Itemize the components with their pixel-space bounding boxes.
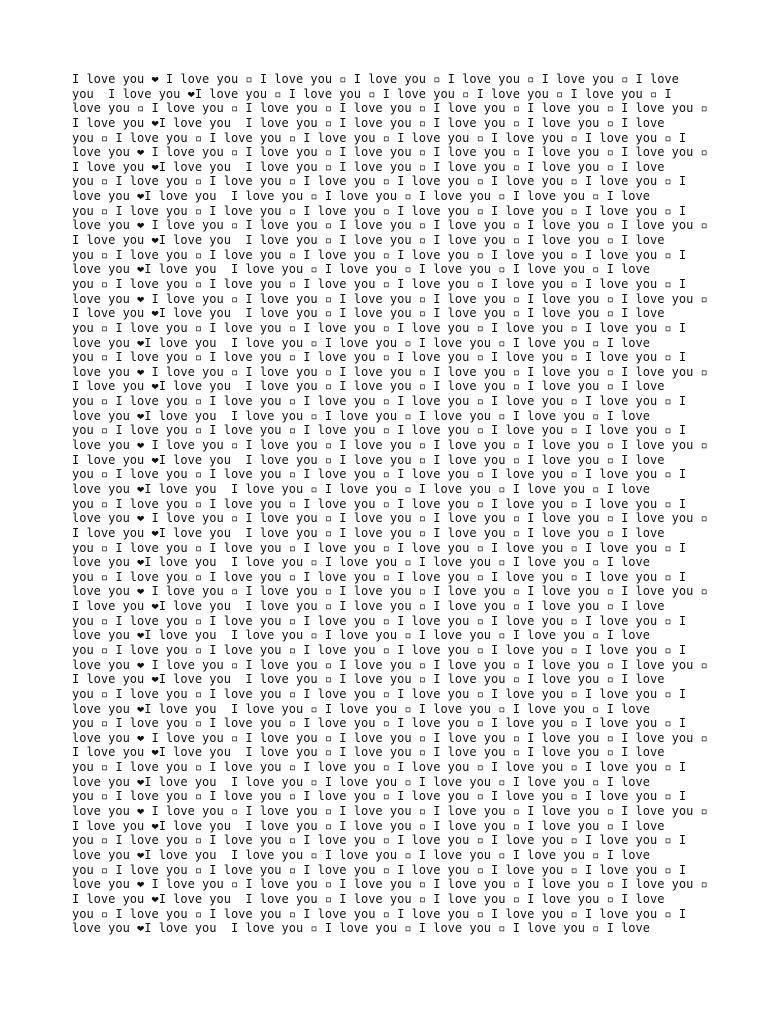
text-line: you ▫ I love you ▫ I love you ▫ I love you ▫ I love you ▫ I love you ▫ I love you ▫ I	[72, 247, 687, 262]
text-line: love you ❤ I love you ▫ I love you ▫ I love you ▫ I love you ▫ I love you ▫ I love you ▫	[72, 584, 708, 599]
text-line: love you ❤ I love you ▫ I love you ▫ I love you ▫ I love you ▫ I love you ▫ I love you ▫	[72, 145, 708, 160]
text-line: love you ❤I love you I love you ▫ I love you ▫ I love you ▫ I love you ▫ I love	[72, 921, 650, 936]
text-line: I love you ❤I love you I love you ▫ I love you ▫ I love you ▫ I love you ▫ I love	[72, 115, 665, 130]
text-line: you ▫ I love you ▫ I love you ▫ I love you ▫ I love you ▫ I love you ▫ I love you ▫ I	[72, 906, 687, 921]
text-line: love you ❤I love you I love you ▫ I love you ▫ I love you ▫ I love you ▫ I love	[72, 335, 650, 350]
text-line: love you ❤ I love you ▫ I love you ▫ I love you ▫ I love you ▫ I love you ▫ I love you ▫	[72, 364, 708, 379]
text-line: I love you ❤I love you I love you ▫ I love you ▫ I love you ▫ I love you ▫ I love	[72, 233, 665, 248]
text-line: love you ❤ I love you ▫ I love you ▫ I love you ▫ I love you ▫ I love you ▫ I love you ▫	[72, 511, 708, 526]
text-line: I love you ❤I love you I love you ▫ I love you ▫ I love you ▫ I love you ▫ I love	[72, 452, 665, 467]
text-line: love you ❤I love you I love you ▫ I love you ▫ I love you ▫ I love you ▫ I love	[72, 555, 650, 570]
text-line: you ▫ I love you ▫ I love you ▫ I love you ▫ I love you ▫ I love you ▫ I love you ▫ I	[72, 716, 687, 731]
text-line: you ▫ I love you ▫ I love you ▫ I love you ▫ I love you ▫ I love you ▫ I love you ▫ I	[72, 423, 687, 438]
text-line: you ▫ I love you ▫ I love you ▫ I love you ▫ I love you ▫ I love you ▫ I love you ▫ I	[72, 394, 687, 409]
text-line: love you ❤I love you I love you ▫ I love you ▫ I love you ▫ I love you ▫ I love	[72, 262, 650, 277]
text-line: I love you ❤I love you I love you ▫ I love you ▫ I love you ▫ I love you ▫ I love	[72, 159, 665, 174]
text-line: love you ❤ I love you ▫ I love you ▫ I love you ▫ I love you ▫ I love you ▫ I love you ▫	[72, 438, 708, 453]
text-line: I love you ❤I love you I love you ▫ I love you ▫ I love you ▫ I love you ▫ I love	[72, 891, 665, 906]
text-line: you ▫ I love you ▫ I love you ▫ I love you ▫ I love you ▫ I love you ▫ I love you ▫ I	[72, 686, 687, 701]
text-line: love you ❤ I love you ▫ I love you ▫ I love you ▫ I love you ▫ I love you ▫ I love you ▫	[72, 877, 708, 892]
text-line: you ▫ I love you ▫ I love you ▫ I love you ▫ I love you ▫ I love you ▫ I love you ▫ I	[72, 642, 687, 657]
text-line: you ▫ I love you ▫ I love you ▫ I love you ▫ I love you ▫ I love you ▫ I love you ▫ I	[72, 789, 687, 804]
text-line: love you ❤ I love you ▫ I love you ▫ I love you ▫ I love you ▫ I love you ▫ I love you ▫	[72, 730, 708, 745]
text-line: you ▫ I love you ▫ I love you ▫ I love you ▫ I love you ▫ I love you ▫ I love you ▫ I	[72, 569, 687, 584]
text-line: you ▫ I love you ▫ I love you ▫ I love you ▫ I love you ▫ I love you ▫ I love you ▫ I	[72, 613, 687, 628]
document-body	[72, 72, 752, 936]
text-line: love you ❤ I love you ▫ I love you ▫ I love you ▫ I love you ▫ I love you ▫ I love you ▫	[72, 804, 708, 819]
text-line: you ▫ I love you ▫ I love you ▫ I love you ▫ I love you ▫ I love you ▫ I love you ▫ I	[72, 862, 687, 877]
text-line: love you ❤I love you I love you ▫ I love you ▫ I love you ▫ I love you ▫ I love	[72, 481, 650, 496]
text-line: love you ❤I love you I love you ▫ I love you ▫ I love you ▫ I love you ▫ I love	[72, 189, 650, 204]
text-line: love you ❤I love you I love you ▫ I love you ▫ I love you ▫ I love you ▫ I love	[72, 774, 650, 789]
text-line: I love you ❤I love you I love you ▫ I love you ▫ I love you ▫ I love you ▫ I love	[72, 599, 665, 614]
text-line: I love you ❤I love you I love you ▫ I love you ▫ I love you ▫ I love you ▫ I love	[72, 745, 665, 760]
text-line: I love you ❤I love you I love you ▫ I love you ▫ I love you ▫ I love you ▫ I love	[72, 306, 665, 321]
text-line: I love you ❤I love you I love you ▫ I love you ▫ I love you ▫ I love you ▫ I love	[72, 379, 665, 394]
text-line: you I love you ❤I love you ▫ I love you ▫ I love you ▫ I love you ▫ I love you ▫ I	[72, 86, 672, 101]
text-line: you ▫ I love you ▫ I love you ▫ I love you ▫ I love you ▫ I love you ▫ I love you ▫ I	[72, 350, 687, 365]
text-line: love you ❤I love you I love you ▫ I love you ▫ I love you ▫ I love you ▫ I love	[72, 847, 650, 862]
text-line: you ▫ I love you ▫ I love you ▫ I love you ▫ I love you ▫ I love you ▫ I love you ▫ I	[72, 467, 687, 482]
text-line: you ▫ I love you ▫ I love you ▫ I love you ▫ I love you ▫ I love you ▫ I love you ▫ I	[72, 496, 687, 511]
text-line: love you ❤I love you I love you ▫ I love you ▫ I love you ▫ I love you ▫ I love	[72, 408, 650, 423]
text-line: you ▫ I love you ▫ I love you ▫ I love you ▫ I love you ▫ I love you ▫ I love you ▫ I	[72, 203, 687, 218]
text-line: love you ❤I love you I love you ▫ I love you ▫ I love you ▫ I love you ▫ I love	[72, 701, 650, 716]
text-line: you ▫ I love you ▫ I love you ▫ I love you ▫ I love you ▫ I love you ▫ I love you ▫ I	[72, 276, 687, 291]
text-line: love you ❤I love you I love you ▫ I love you ▫ I love you ▫ I love you ▫ I love	[72, 628, 650, 643]
text-line: I love you ❤I love you I love you ▫ I love you ▫ I love you ▫ I love you ▫ I love	[72, 818, 665, 833]
text-line: you ▫ I love you ▫ I love you ▫ I love you ▫ I love you ▫ I love you ▫ I love you ▫ I	[72, 174, 687, 189]
text-line: you ▫ I love you ▫ I love you ▫ I love you ▫ I love you ▫ I love you ▫ I love you ▫ I	[72, 540, 687, 555]
text-line: love you ❤ I love you ▫ I love you ▫ I love you ▫ I love you ▫ I love you ▫ I love you ▫	[72, 218, 708, 233]
text-line: you ▫ I love you ▫ I love you ▫ I love you ▫ I love you ▫ I love you ▫ I love you ▫ I	[72, 760, 687, 775]
text-line: you ▫ I love you ▫ I love you ▫ I love you ▫ I love you ▫ I love you ▫ I love you ▫ I	[72, 833, 687, 848]
text-line: love you ▫ I love you ▫ I love you ▫ I love you ▫ I love you ▫ I love you ▫ I love you ▫	[72, 101, 708, 116]
text-line: you ▫ I love you ▫ I love you ▫ I love you ▫ I love you ▫ I love you ▫ I love you ▫ I	[72, 130, 687, 145]
text-line: I love you ❤I love you I love you ▫ I love you ▫ I love you ▫ I love you ▫ I love	[72, 525, 665, 540]
text-line: love you ❤ I love you ▫ I love you ▫ I love you ▫ I love you ▫ I love you ▫ I love you ▫	[72, 291, 708, 306]
text-line: I love you ❤I love you I love you ▫ I love you ▫ I love you ▫ I love you ▫ I love	[72, 672, 665, 687]
text-line: you ▫ I love you ▫ I love you ▫ I love you ▫ I love you ▫ I love you ▫ I love you ▫ I	[72, 320, 687, 335]
text-line: I love you ❤ I love you ▫ I love you ▫ I love you ▫ I love you ▫ I love you ▫ I love	[72, 72, 679, 86]
text-line: love you ❤ I love you ▫ I love you ▫ I love you ▫ I love you ▫ I love you ▫ I love you ▫	[72, 657, 708, 672]
